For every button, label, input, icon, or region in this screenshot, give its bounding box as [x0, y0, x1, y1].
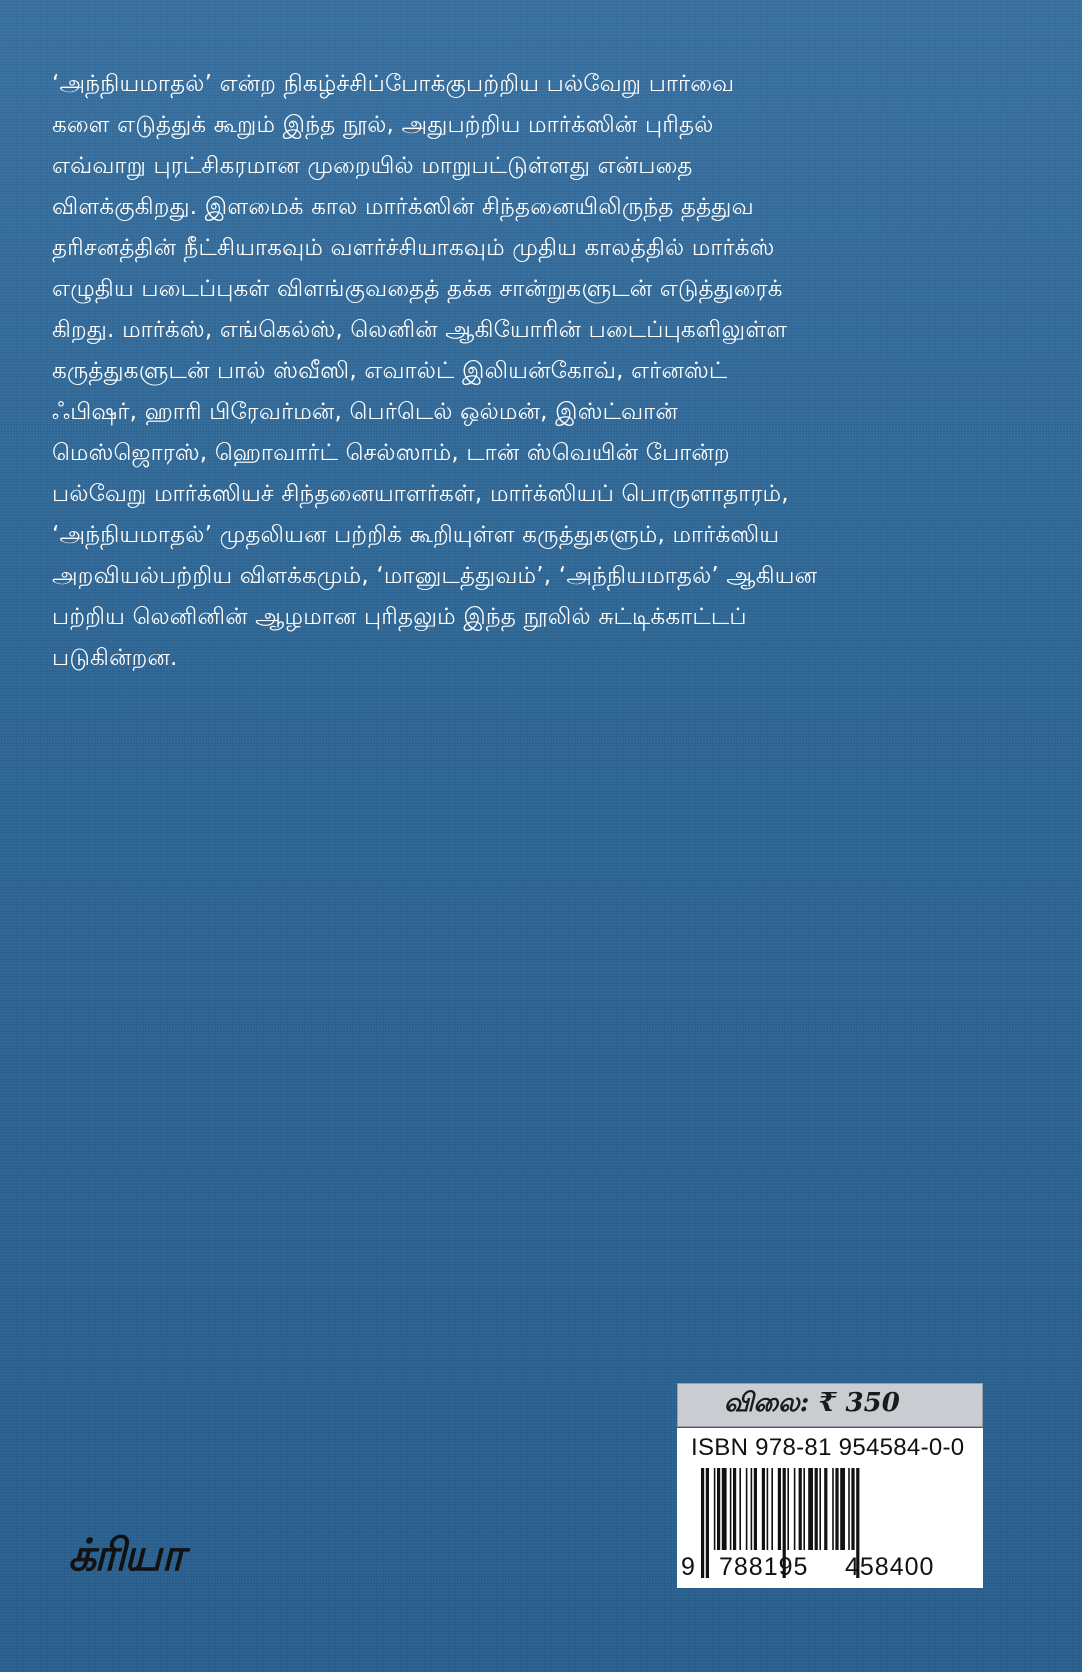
isbn-barcode — [677, 1428, 983, 1588]
barcode-bar — [799, 1468, 802, 1550]
barcode-bar — [832, 1468, 834, 1550]
blurb-line: தரிசனத்தின் நீட்சியாகவும் வளர்ச்சியாகவும் முதிய காலத்தில் மார்க்ஸ் — [52, 235, 775, 261]
barcode-bar — [722, 1468, 727, 1550]
barcode-bar — [808, 1468, 813, 1550]
barcode-bar — [751, 1468, 753, 1550]
barcode-bar — [778, 1468, 781, 1550]
barcode-bar — [848, 1468, 850, 1550]
barcode-bar — [706, 1468, 709, 1578]
blurb-line: பற்றிய லெனினின் ஆழமான புரிதலும் இந்த நூலில் சுட்டிக்காட்டப் — [52, 604, 747, 630]
barcode-bar — [754, 1468, 757, 1550]
blurb-line: ‘அந்நியமாதல்’ முதலியன பற்றிக் கூறியுள்ள கருத்துகளும், மார்க்ஸிய — [52, 522, 780, 548]
blurb-line: ‘அந்நியமாதல்’ என்ற நிகழ்ச்சிப்போக்குபற்றிய பல்வேறு பார்வை — [52, 71, 735, 97]
blurb-line: ஃபிஷர், ஹாரி பிரேவர்மன், பெர்டெல் ஒல்மன், இஸ்ட்வான் — [52, 399, 678, 425]
barcode-bar — [824, 1468, 827, 1550]
barcode-bar — [815, 1468, 818, 1550]
barcode-digits-right: 458400 — [845, 1553, 935, 1581]
blurb-line: விளக்குகிறது. இளமைக் கால மார்க்ஸின் சிந்தனையிலிருந்த தத்துவ — [52, 194, 754, 220]
barcode-bar — [787, 1468, 789, 1550]
price-label: விலை: ₹ 350 — [724, 1388, 900, 1418]
blurb-line: கருத்துகளுடன் பால் ஸ்வீஸி, எவால்ட் இலியன்கோவ், எர்னஸ்ட் — [52, 358, 728, 384]
barcode-bar — [835, 1468, 838, 1550]
barcode-digits-left: 788195 — [719, 1553, 809, 1581]
blurb-line: அறவியல்பற்றிய விளக்கமும், ‘மானுடத்துவம்’, ‘அந்நியமாதல்’ ஆகியன — [52, 563, 818, 589]
barcode-bar — [730, 1468, 732, 1550]
barcode-bar — [819, 1468, 821, 1550]
barcode-bar — [717, 1468, 720, 1550]
barcode-bar — [746, 1468, 748, 1550]
barcode-digit-first: 9 — [681, 1553, 696, 1581]
blurb-line: பல்வேறு மார்க்ஸியச் சிந்தனையாளர்கள், மார்க்ஸியப் பொருளாதாரம், — [52, 481, 789, 507]
barcode-bar — [851, 1468, 854, 1550]
barcode-bar — [714, 1468, 716, 1550]
blurb-line: கிறது. மார்க்ஸ், எங்கெல்ஸ், லெனின் ஆகியோரின் படைப்புகளிலுள்ள — [52, 317, 788, 343]
blurb-line: களை எடுத்துக் கூறும் இந்த நூல், அதுபற்றிய மார்க்ஸின் புரிதல் — [52, 112, 714, 138]
publisher-logo — [68, 1530, 228, 1600]
price-box — [677, 1383, 983, 1427]
barcode-bar — [762, 1468, 765, 1550]
blurb-line: எவ்வாறு புரட்சிகரமான முறையில் மாறுபட்டுள்ளது என்பதை — [52, 153, 693, 179]
barcode-bar — [767, 1468, 769, 1550]
blurb-text — [52, 64, 1012, 679]
barcode-bar — [840, 1468, 845, 1550]
barcode-bar — [771, 1468, 773, 1550]
blurb-line: படுகின்றன. — [52, 645, 178, 671]
barcode-bar — [794, 1468, 796, 1550]
barcode-bar — [803, 1468, 805, 1550]
blurb-line: மெஸ்ஜொரஸ், ஹொவார்ட் செல்ஸாம், டான் ஸ்வெயின் போன்ற — [52, 440, 730, 466]
barcode-bar — [739, 1468, 741, 1550]
barcode-bar — [701, 1468, 704, 1578]
blurb-line: எழுதிய படைப்புகள் விளங்குவதைத் தக்க சான்றுகளுடன் எடுத்துரைக் — [52, 276, 783, 302]
isbn-number: ISBN 978-81 954584-0-0 — [691, 1434, 965, 1461]
publisher-logo-text: க்ரியா — [68, 1530, 183, 1581]
barcode-bar — [733, 1468, 736, 1550]
